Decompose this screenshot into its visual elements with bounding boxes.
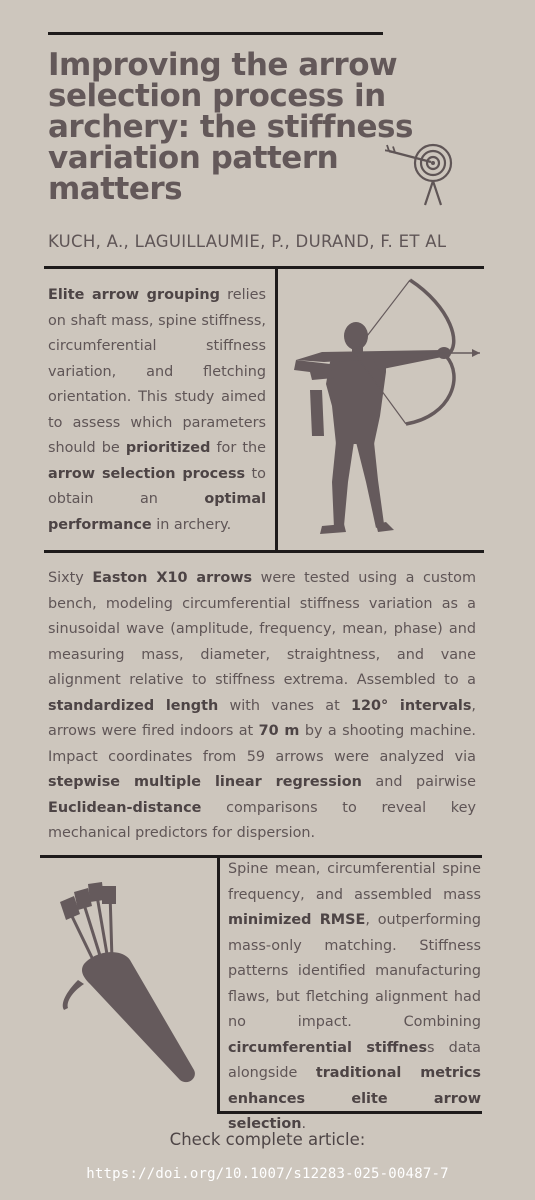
methods-text-segment: 120° intervals xyxy=(351,697,472,714)
results-text-segment: s data alongside xyxy=(228,1039,481,1081)
divider-2 xyxy=(44,550,484,553)
page-title: Improving the arrow selection process in archery: the stiffness variation pattern matters xyxy=(48,47,413,207)
results-text-segment: traditional metrics enhances elite arrow selection xyxy=(228,1065,481,1132)
authors-line: KUCH, A., LAGUILLAUMIE, P., DURAND, F. ET AL xyxy=(48,232,447,251)
divider-v2 xyxy=(217,855,220,1113)
methods-text-segment: Euclidean-distance xyxy=(48,799,202,816)
methods-text-segment: Sixty xyxy=(48,570,93,586)
results-text-segment: Spine mean, circumferential spine frequency, and assembled mass xyxy=(228,861,481,903)
intro-text-segment: relies on shaft mass, spine stiffness, circumferential stiffness variation, and fletching orientation. This study aimed to assess which parameters should be xyxy=(48,287,266,456)
archer-icon xyxy=(282,276,487,541)
methods-text-segment: standardized length xyxy=(48,697,219,714)
doi-link[interactable]: https://doi.org/10.1007/s12283-025-00487-7 xyxy=(86,1166,449,1182)
intro-text-segment: Elite arrow grouping xyxy=(48,287,220,303)
intro-text-segment: optimal performance xyxy=(48,491,266,533)
intro-text-segment: for the xyxy=(210,440,266,456)
divider-v1 xyxy=(275,266,278,552)
article-cta: Check complete article: xyxy=(169,1130,366,1149)
methods-text-segment: with vanes at xyxy=(218,697,351,714)
results-paragraph xyxy=(228,857,481,1138)
top-rule xyxy=(48,32,383,35)
intro-paragraph xyxy=(48,283,266,538)
divider-1 xyxy=(44,266,484,269)
intro-text-segment: in archery. xyxy=(151,516,232,533)
intro-text-segment: prioritized xyxy=(125,440,211,456)
methods-text-segment: Easton X10 arrows xyxy=(92,570,253,586)
quiver-icon xyxy=(38,880,208,1100)
results-text-segment: , outperforming mass-only matching. Stiffness patterns identified manufacturing flaws, but fletching alignment had no impact. Combining xyxy=(228,912,481,1030)
results-text-segment: minimized RMSE xyxy=(228,912,366,928)
methods-text-segment: stepwise multiple linear regression xyxy=(48,774,362,790)
methods-text-segment: were tested using a custom bench, modeling circumferential stiffness variation as a sinusoidal wave (amplitude, frequency, mean, phase) and measuring mass, diameter, straightness, and vane alignment relative to stiffness extrema. Assembled to a xyxy=(48,570,476,688)
results-text-segment: circumferential stiffnes xyxy=(228,1039,428,1056)
target-arrow-icon xyxy=(385,133,465,213)
methods-text-segment: comparisons to reveal key mechanical predictors for dispersion. xyxy=(48,799,476,841)
methods-text-segment: , arrows were fired indoors at xyxy=(48,697,476,739)
results-text-segment: . xyxy=(301,1116,307,1132)
methods-text-segment: 70 m xyxy=(258,723,300,739)
methods-paragraph xyxy=(48,566,476,847)
methods-text-segment: and pairwise xyxy=(361,774,476,790)
intro-text-segment: arrow selection process xyxy=(48,465,246,482)
methods-text-segment: by a shooting machine. Impact coordinates from 59 arrows were analyzed via xyxy=(48,723,477,765)
intro-text-segment: to obtain an xyxy=(48,465,266,507)
